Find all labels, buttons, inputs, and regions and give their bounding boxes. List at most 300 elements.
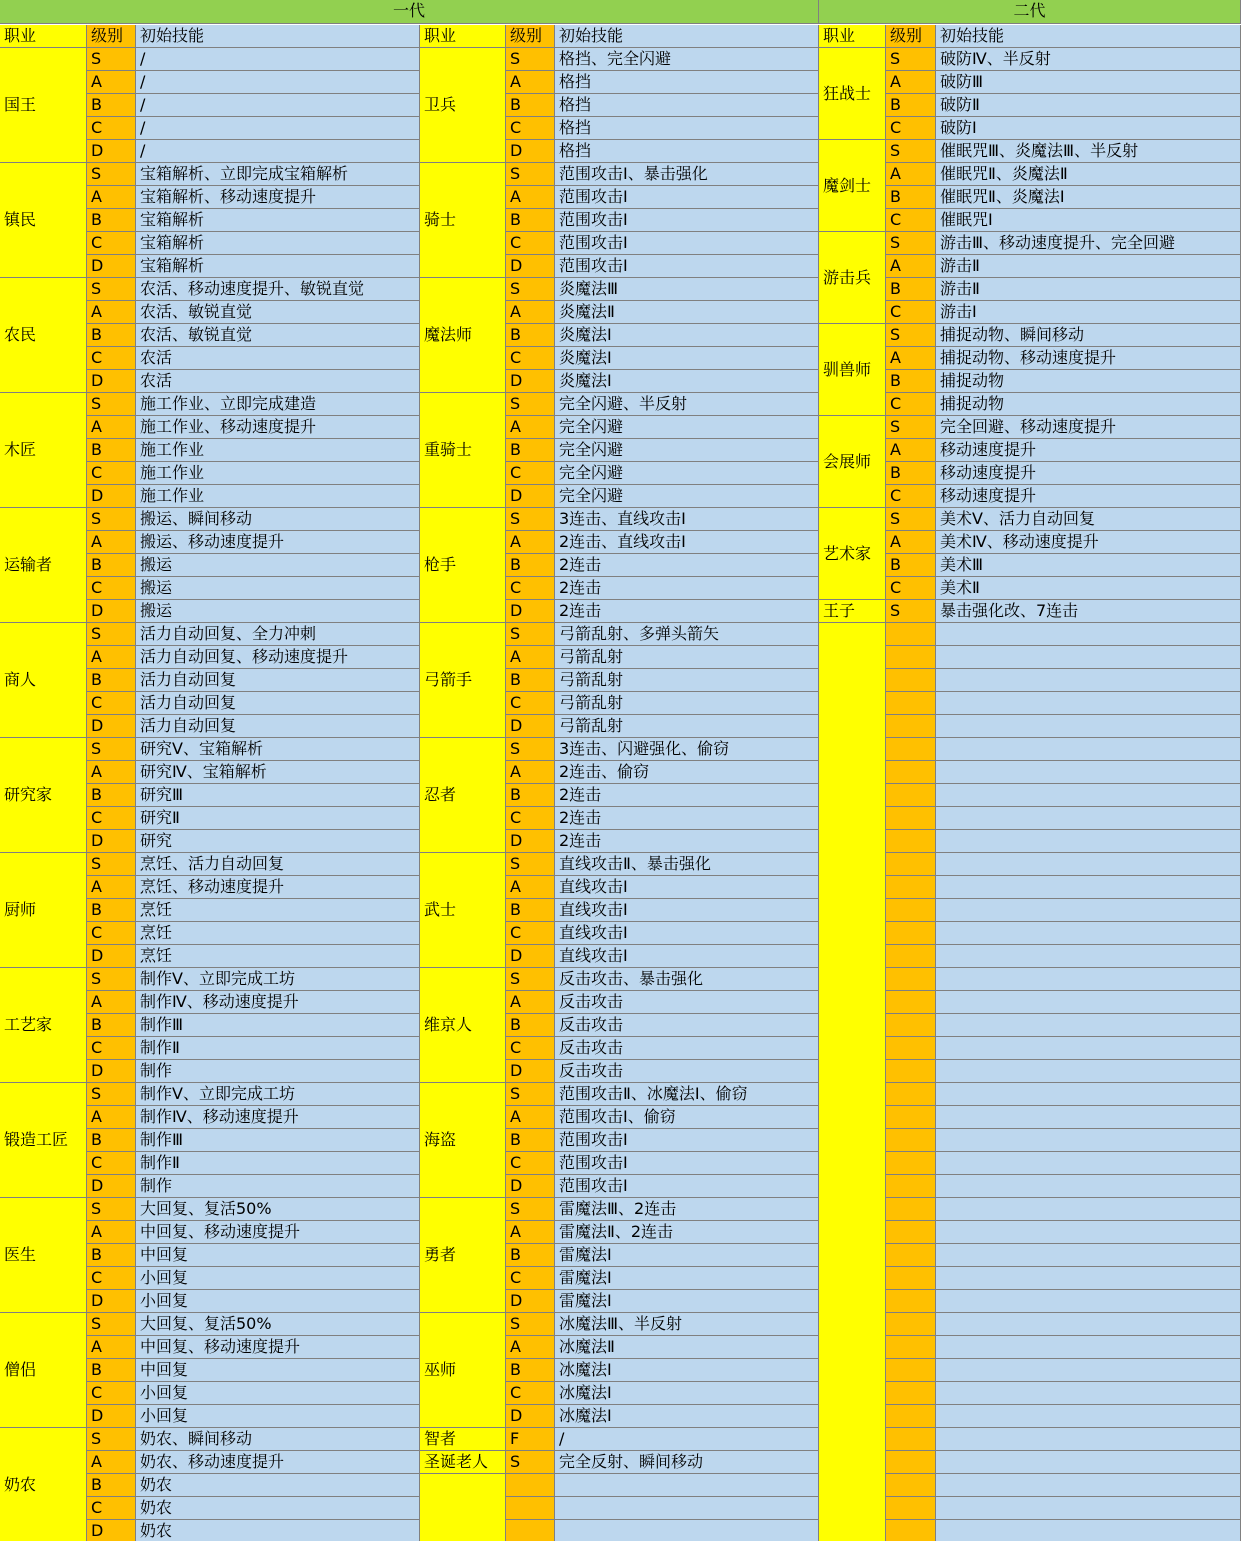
generation-header-gen2[interactable]: 二代 <box>819 0 1241 24</box>
grade-cell[interactable]: B <box>87 1474 136 1497</box>
grade-cell[interactable]: A <box>886 531 936 554</box>
grade-cell[interactable]: C <box>87 807 136 830</box>
skill-cell[interactable]: 2连击 <box>555 600 819 623</box>
grade-cell[interactable]: C <box>87 462 136 485</box>
grade-cell[interactable]: S <box>506 508 555 531</box>
grade-cell[interactable]: A <box>506 416 555 439</box>
job-cell[interactable] <box>420 393 506 508</box>
grade-cell[interactable] <box>886 1060 936 1083</box>
skill-cell[interactable]: 施工作业 <box>136 439 420 462</box>
skill-cell[interactable]: 直线攻击Ⅰ <box>555 876 819 899</box>
skill-cell[interactable]: 活力自动回复、移动速度提升 <box>136 646 420 669</box>
job-cell[interactable] <box>0 163 87 278</box>
column-header-skill[interactable]: 初始技能 <box>136 25 420 48</box>
skill-cell[interactable]: 破防Ⅱ <box>936 94 1241 117</box>
skill-cell[interactable]: 研究Ⅱ <box>136 807 420 830</box>
grade-cell[interactable]: D <box>87 715 136 738</box>
skill-cell[interactable]: 美术Ⅲ <box>936 554 1241 577</box>
column-header-grade[interactable]: 级别 <box>886 25 936 48</box>
skill-cell[interactable]: 中回复、移动速度提升 <box>136 1221 420 1244</box>
grade-cell[interactable]: A <box>87 646 136 669</box>
grade-cell[interactable]: S <box>506 623 555 646</box>
skill-cell[interactable]: 中回复 <box>136 1244 420 1267</box>
grade-cell[interactable]: S <box>506 278 555 301</box>
skill-cell[interactable]: 催眠咒Ⅱ、炎魔法Ⅰ <box>936 186 1241 209</box>
grade-cell[interactable]: S <box>87 1313 136 1336</box>
skill-cell[interactable]: 游击Ⅱ <box>936 278 1241 301</box>
grade-cell[interactable] <box>886 1221 936 1244</box>
grade-cell[interactable]: A <box>506 991 555 1014</box>
grade-cell[interactable]: D <box>87 1290 136 1313</box>
job-cell[interactable] <box>819 416 886 508</box>
grade-cell[interactable]: D <box>506 1290 555 1313</box>
grade-cell[interactable] <box>886 1359 936 1382</box>
skill-cell[interactable] <box>936 1152 1241 1175</box>
grade-cell[interactable]: S <box>87 1428 136 1451</box>
skill-cell[interactable]: 制作Ⅴ、立即完成工坊 <box>136 1083 420 1106</box>
grade-cell[interactable]: B <box>886 370 936 393</box>
grade-cell[interactable]: C <box>886 301 936 324</box>
skill-cell[interactable]: 制作 <box>136 1060 420 1083</box>
grade-cell[interactable]: S <box>87 1083 136 1106</box>
skill-cell[interactable]: 反击攻击 <box>555 1014 819 1037</box>
grade-cell[interactable]: S <box>506 48 555 71</box>
grade-cell[interactable] <box>886 1313 936 1336</box>
grade-cell[interactable]: A <box>87 1221 136 1244</box>
job-cell[interactable] <box>420 1313 506 1428</box>
grade-cell[interactable]: B <box>87 94 136 117</box>
skill-cell[interactable]: 制作Ⅱ <box>136 1037 420 1060</box>
skill-cell[interactable]: 格挡 <box>555 94 819 117</box>
grade-cell[interactable]: C <box>506 1152 555 1175</box>
job-cell[interactable] <box>420 623 506 738</box>
skill-cell[interactable]: 小回复 <box>136 1405 420 1428</box>
grade-cell[interactable]: B <box>506 94 555 117</box>
skill-cell[interactable]: 奶农 <box>136 1474 420 1497</box>
grade-cell[interactable]: D <box>506 1405 555 1428</box>
job-cell[interactable] <box>0 1428 87 1541</box>
grade-cell[interactable]: B <box>886 462 936 485</box>
grade-cell[interactable] <box>886 1198 936 1221</box>
skill-cell[interactable]: 范围攻击Ⅰ <box>555 209 819 232</box>
skill-cell[interactable]: 美术Ⅴ、活力自动回复 <box>936 508 1241 531</box>
grade-cell[interactable]: D <box>506 370 555 393</box>
grade-cell[interactable]: C <box>886 209 936 232</box>
grade-cell[interactable] <box>506 1474 555 1497</box>
column-header-job[interactable]: 职业 <box>0 25 87 48</box>
grade-cell[interactable]: S <box>506 1313 555 1336</box>
skill-cell[interactable]: 3连击、直线攻击Ⅰ <box>555 508 819 531</box>
skill-cell[interactable]: / <box>136 48 420 71</box>
skill-cell[interactable]: 格挡、完全闪避 <box>555 48 819 71</box>
skill-cell[interactable]: 农活、敏锐直觉 <box>136 301 420 324</box>
skill-cell[interactable] <box>936 876 1241 899</box>
grade-cell[interactable]: C <box>506 232 555 255</box>
grade-cell[interactable]: C <box>87 1037 136 1060</box>
grade-cell[interactable]: B <box>506 1129 555 1152</box>
job-cell[interactable] <box>0 1313 87 1428</box>
grade-cell[interactable]: C <box>506 462 555 485</box>
skill-cell[interactable]: 制作Ⅳ、移动速度提升 <box>136 991 420 1014</box>
job-cell[interactable] <box>0 48 87 163</box>
skill-cell[interactable] <box>936 1267 1241 1290</box>
grade-cell[interactable]: C <box>87 577 136 600</box>
skill-cell[interactable]: 2连击 <box>555 577 819 600</box>
grade-cell[interactable]: C <box>87 347 136 370</box>
skill-cell[interactable]: 范围攻击Ⅰ <box>555 232 819 255</box>
skill-cell[interactable]: 弓箭乱射 <box>555 692 819 715</box>
skill-cell[interactable]: 雷魔法Ⅲ、2连击 <box>555 1198 819 1221</box>
column-header-job[interactable]: 职业 <box>819 25 886 48</box>
grade-cell[interactable]: A <box>87 416 136 439</box>
grade-cell[interactable]: S <box>87 163 136 186</box>
skill-cell[interactable]: 施工作业 <box>136 485 420 508</box>
grade-cell[interactable]: S <box>87 508 136 531</box>
grade-cell[interactable]: D <box>506 1060 555 1083</box>
job-cell[interactable] <box>819 324 886 416</box>
skill-cell[interactable]: 中回复 <box>136 1359 420 1382</box>
skill-cell[interactable] <box>936 784 1241 807</box>
job-cell[interactable] <box>420 1428 506 1451</box>
skill-cell[interactable]: 雷魔法Ⅱ、2连击 <box>555 1221 819 1244</box>
grade-cell[interactable]: D <box>87 1175 136 1198</box>
grade-cell[interactable] <box>886 968 936 991</box>
grade-cell[interactable] <box>886 669 936 692</box>
skill-cell[interactable]: 炎魔法Ⅰ <box>555 370 819 393</box>
grade-cell[interactable]: A <box>506 1336 555 1359</box>
skill-cell[interactable] <box>936 1060 1241 1083</box>
skill-cell[interactable]: 游击Ⅰ <box>936 301 1241 324</box>
grade-cell[interactable] <box>886 646 936 669</box>
skill-cell[interactable] <box>936 899 1241 922</box>
skill-cell[interactable]: 活力自动回复、全力冲刺 <box>136 623 420 646</box>
grade-cell[interactable]: S <box>87 48 136 71</box>
grade-cell[interactable]: S <box>506 1083 555 1106</box>
skill-cell[interactable]: 范围攻击Ⅰ <box>555 1152 819 1175</box>
grade-cell[interactable]: B <box>506 899 555 922</box>
skill-cell[interactable]: 3连击、闪避强化、偷窃 <box>555 738 819 761</box>
grade-cell[interactable]: A <box>87 1336 136 1359</box>
generation-header-gen1[interactable]: 一代 <box>0 0 819 24</box>
job-cell[interactable] <box>420 738 506 853</box>
skill-cell[interactable]: 游击Ⅲ、移动速度提升、完全回避 <box>936 232 1241 255</box>
skill-cell[interactable]: 催眠咒Ⅲ、炎魔法Ⅲ、半反射 <box>936 140 1241 163</box>
grade-cell[interactable]: C <box>506 117 555 140</box>
grade-cell[interactable]: S <box>506 968 555 991</box>
grade-cell[interactable]: D <box>506 830 555 853</box>
skill-cell[interactable] <box>936 1198 1241 1221</box>
skill-cell[interactable] <box>936 1336 1241 1359</box>
grade-cell[interactable]: S <box>87 1198 136 1221</box>
skill-cell[interactable]: 奶农 <box>136 1497 420 1520</box>
skill-cell[interactable] <box>936 1221 1241 1244</box>
grade-cell[interactable] <box>886 1382 936 1405</box>
grade-cell[interactable]: D <box>87 370 136 393</box>
grade-cell[interactable]: A <box>506 876 555 899</box>
skill-cell[interactable]: 搬运 <box>136 600 420 623</box>
skill-cell[interactable] <box>555 1520 819 1541</box>
skill-cell[interactable]: 研究Ⅴ、宝箱解析 <box>136 738 420 761</box>
grade-cell[interactable]: C <box>87 117 136 140</box>
skill-cell[interactable] <box>936 669 1241 692</box>
grade-cell[interactable] <box>886 1428 936 1451</box>
skill-cell[interactable]: 制作Ⅱ <box>136 1152 420 1175</box>
grade-cell[interactable]: C <box>506 1382 555 1405</box>
skill-cell[interactable] <box>936 761 1241 784</box>
grade-cell[interactable] <box>886 1290 936 1313</box>
grade-cell[interactable]: S <box>886 232 936 255</box>
grade-cell[interactable]: A <box>506 531 555 554</box>
column-header-grade[interactable]: 级别 <box>87 25 136 48</box>
grade-cell[interactable]: B <box>506 1359 555 1382</box>
grade-cell[interactable]: D <box>87 1520 136 1541</box>
job-cell[interactable] <box>0 393 87 508</box>
grade-cell[interactable] <box>886 1083 936 1106</box>
skill-cell[interactable] <box>936 1175 1241 1198</box>
skill-cell[interactable] <box>936 1313 1241 1336</box>
skill-cell[interactable]: 直线攻击Ⅰ <box>555 922 819 945</box>
skill-cell[interactable] <box>936 968 1241 991</box>
skill-cell[interactable] <box>936 1359 1241 1382</box>
job-cell[interactable] <box>420 508 506 623</box>
skill-cell[interactable]: 捕捉动物 <box>936 393 1241 416</box>
grade-cell[interactable]: C <box>506 347 555 370</box>
grade-cell[interactable]: D <box>87 1405 136 1428</box>
skill-cell[interactable]: 格挡 <box>555 117 819 140</box>
grade-cell[interactable] <box>886 807 936 830</box>
skill-cell[interactable]: 炎魔法Ⅱ <box>555 301 819 324</box>
grade-cell[interactable]: A <box>886 163 936 186</box>
grade-cell[interactable]: S <box>886 48 936 71</box>
skill-cell[interactable]: 破防Ⅲ <box>936 71 1241 94</box>
grade-cell[interactable]: B <box>506 784 555 807</box>
skill-cell[interactable]: 宝箱解析 <box>136 255 420 278</box>
skill-cell[interactable]: 冰魔法Ⅲ、半反射 <box>555 1313 819 1336</box>
skill-cell[interactable]: 2连击 <box>555 554 819 577</box>
grade-cell[interactable]: S <box>506 1198 555 1221</box>
skill-cell[interactable]: 范围攻击Ⅰ <box>555 1175 819 1198</box>
skill-cell[interactable]: 反击攻击 <box>555 991 819 1014</box>
grade-cell[interactable]: C <box>87 922 136 945</box>
grade-cell[interactable] <box>886 945 936 968</box>
grade-cell[interactable]: D <box>506 1175 555 1198</box>
grade-cell[interactable] <box>886 1267 936 1290</box>
grade-cell[interactable]: A <box>506 1221 555 1244</box>
skill-cell[interactable] <box>936 1014 1241 1037</box>
skill-cell[interactable]: 完全回避、移动速度提升 <box>936 416 1241 439</box>
grade-cell[interactable]: D <box>506 485 555 508</box>
job-cell[interactable] <box>420 968 506 1083</box>
job-cell[interactable] <box>420 163 506 278</box>
skill-cell[interactable]: 完全闪避 <box>555 485 819 508</box>
grade-cell[interactable]: B <box>506 1244 555 1267</box>
grade-cell[interactable]: A <box>87 761 136 784</box>
skill-cell[interactable] <box>936 991 1241 1014</box>
skill-cell[interactable] <box>555 1497 819 1520</box>
skill-cell[interactable]: 2连击、偷窃 <box>555 761 819 784</box>
grade-cell[interactable]: A <box>886 71 936 94</box>
grade-cell[interactable] <box>886 1129 936 1152</box>
grade-cell[interactable]: A <box>506 186 555 209</box>
skill-cell[interactable]: 格挡 <box>555 140 819 163</box>
grade-cell[interactable]: D <box>506 600 555 623</box>
grade-cell[interactable]: D <box>87 945 136 968</box>
skill-cell[interactable]: 弓箭乱射、多弹头箭矢 <box>555 623 819 646</box>
skill-cell[interactable]: 直线攻击Ⅱ、暴击强化 <box>555 853 819 876</box>
skill-cell[interactable]: 宝箱解析、移动速度提升 <box>136 186 420 209</box>
grade-cell[interactable]: F <box>506 1428 555 1451</box>
grade-cell[interactable]: A <box>87 186 136 209</box>
grade-cell[interactable]: B <box>87 784 136 807</box>
grade-cell[interactable]: S <box>886 324 936 347</box>
skill-cell[interactable] <box>936 1405 1241 1428</box>
grade-cell[interactable]: C <box>87 1152 136 1175</box>
skill-cell[interactable]: 完全闪避 <box>555 439 819 462</box>
grade-cell[interactable]: S <box>506 393 555 416</box>
skill-cell[interactable] <box>936 807 1241 830</box>
job-cell[interactable] <box>420 1451 506 1474</box>
grade-cell[interactable] <box>886 899 936 922</box>
skill-cell[interactable]: 烹饪、活力自动回复 <box>136 853 420 876</box>
grade-cell[interactable]: B <box>87 1244 136 1267</box>
grade-cell[interactable]: A <box>506 761 555 784</box>
skill-cell[interactable]: 范围攻击Ⅰ <box>555 1129 819 1152</box>
skill-cell[interactable]: 制作Ⅳ、移动速度提升 <box>136 1106 420 1129</box>
grade-cell[interactable]: C <box>886 393 936 416</box>
grade-cell[interactable]: B <box>87 1129 136 1152</box>
grade-cell[interactable]: D <box>506 255 555 278</box>
skill-cell[interactable]: 施工作业 <box>136 462 420 485</box>
skill-cell[interactable]: 炎魔法Ⅲ <box>555 278 819 301</box>
grade-cell[interactable]: S <box>506 738 555 761</box>
grade-cell[interactable]: S <box>886 600 936 623</box>
grade-cell[interactable]: A <box>87 876 136 899</box>
grade-cell[interactable]: D <box>87 485 136 508</box>
skill-cell[interactable] <box>936 715 1241 738</box>
skill-cell[interactable]: 催眠咒Ⅱ、炎魔法Ⅱ <box>936 163 1241 186</box>
grade-cell[interactable]: B <box>506 554 555 577</box>
skill-cell[interactable]: 小回复 <box>136 1382 420 1405</box>
grade-cell[interactable] <box>886 830 936 853</box>
skill-cell[interactable] <box>936 1106 1241 1129</box>
grade-cell[interactable]: S <box>506 853 555 876</box>
skill-cell[interactable] <box>936 1451 1241 1474</box>
grade-cell[interactable]: A <box>87 1106 136 1129</box>
grade-cell[interactable]: B <box>87 439 136 462</box>
column-header-skill[interactable]: 初始技能 <box>555 25 819 48</box>
grade-cell[interactable] <box>886 876 936 899</box>
job-cell[interactable] <box>819 232 886 324</box>
grade-cell[interactable]: C <box>506 692 555 715</box>
grade-cell[interactable]: A <box>87 301 136 324</box>
skill-cell[interactable]: 活力自动回复 <box>136 715 420 738</box>
grade-cell[interactable]: B <box>506 669 555 692</box>
skill-cell[interactable]: 雷魔法Ⅰ <box>555 1290 819 1313</box>
grade-cell[interactable]: B <box>506 1014 555 1037</box>
grade-cell[interactable]: C <box>87 1382 136 1405</box>
skill-cell[interactable] <box>936 1083 1241 1106</box>
column-header-job[interactable]: 职业 <box>420 25 506 48</box>
job-cell[interactable] <box>420 853 506 968</box>
skill-cell[interactable] <box>936 623 1241 646</box>
skill-cell[interactable]: 制作 <box>136 1175 420 1198</box>
job-cell[interactable] <box>0 1083 87 1198</box>
skill-cell[interactable]: 小回复 <box>136 1290 420 1313</box>
grade-cell[interactable]: B <box>886 94 936 117</box>
skill-cell[interactable]: 完全反射、瞬间移动 <box>555 1451 819 1474</box>
skill-cell[interactable]: 研究Ⅳ、宝箱解析 <box>136 761 420 784</box>
skill-cell[interactable]: 大回复、复活50% <box>136 1198 420 1221</box>
grade-cell[interactable]: S <box>87 853 136 876</box>
skill-cell[interactable]: 搬运 <box>136 577 420 600</box>
skill-cell[interactable]: 直线攻击Ⅰ <box>555 899 819 922</box>
grade-cell[interactable]: A <box>87 531 136 554</box>
grade-cell[interactable]: D <box>506 715 555 738</box>
skill-cell[interactable]: 宝箱解析 <box>136 232 420 255</box>
skill-cell[interactable]: 奶农、移动速度提升 <box>136 1451 420 1474</box>
grade-cell[interactable]: A <box>87 71 136 94</box>
grade-cell[interactable]: S <box>886 140 936 163</box>
grade-cell[interactable]: C <box>506 1267 555 1290</box>
skill-cell[interactable]: / <box>555 1428 819 1451</box>
skill-cell[interactable]: 催眠咒Ⅰ <box>936 209 1241 232</box>
grade-cell[interactable] <box>886 1037 936 1060</box>
grade-cell[interactable]: C <box>506 807 555 830</box>
grade-cell[interactable]: B <box>87 209 136 232</box>
grade-cell[interactable]: D <box>87 830 136 853</box>
skill-cell[interactable]: 移动速度提升 <box>936 485 1241 508</box>
job-cell[interactable] <box>420 1198 506 1313</box>
skill-cell[interactable]: 捕捉动物、瞬间移动 <box>936 324 1241 347</box>
skill-cell[interactable]: 2连击 <box>555 807 819 830</box>
job-cell[interactable] <box>420 278 506 393</box>
skill-cell[interactable]: 农活 <box>136 347 420 370</box>
skill-cell[interactable]: / <box>136 94 420 117</box>
job-cell[interactable] <box>0 853 87 968</box>
grade-cell[interactable] <box>886 991 936 1014</box>
grade-cell[interactable] <box>886 1405 936 1428</box>
grade-cell[interactable]: B <box>506 324 555 347</box>
grade-cell[interactable]: B <box>87 669 136 692</box>
skill-cell[interactable]: 烹饪 <box>136 922 420 945</box>
skill-cell[interactable]: 搬运 <box>136 554 420 577</box>
grade-cell[interactable]: A <box>87 991 136 1014</box>
grade-cell[interactable] <box>886 1474 936 1497</box>
skill-cell[interactable]: 2连击 <box>555 784 819 807</box>
grade-cell[interactable]: D <box>87 255 136 278</box>
skill-cell[interactable]: 直线攻击Ⅰ <box>555 945 819 968</box>
skill-cell[interactable]: 移动速度提升 <box>936 439 1241 462</box>
grade-cell[interactable]: C <box>87 692 136 715</box>
skill-cell[interactable]: 美术Ⅳ、移动速度提升 <box>936 531 1241 554</box>
grade-cell[interactable]: B <box>87 324 136 347</box>
grade-cell[interactable]: B <box>87 1014 136 1037</box>
skill-cell[interactable]: 活力自动回复 <box>136 692 420 715</box>
skill-cell[interactable]: 大回复、复活50% <box>136 1313 420 1336</box>
skill-cell[interactable] <box>936 692 1241 715</box>
job-cell[interactable] <box>420 1474 506 1541</box>
skill-cell[interactable]: / <box>136 140 420 163</box>
grade-cell[interactable]: A <box>886 439 936 462</box>
grade-cell[interactable]: D <box>506 140 555 163</box>
grade-cell[interactable]: A <box>886 255 936 278</box>
skill-cell[interactable] <box>936 830 1241 853</box>
job-cell[interactable] <box>0 738 87 853</box>
grade-cell[interactable]: A <box>506 646 555 669</box>
skill-cell[interactable]: 范围攻击Ⅱ、冰魔法Ⅰ、偷窃 <box>555 1083 819 1106</box>
skill-cell[interactable]: 制作Ⅴ、立即完成工坊 <box>136 968 420 991</box>
skill-cell[interactable] <box>555 1474 819 1497</box>
